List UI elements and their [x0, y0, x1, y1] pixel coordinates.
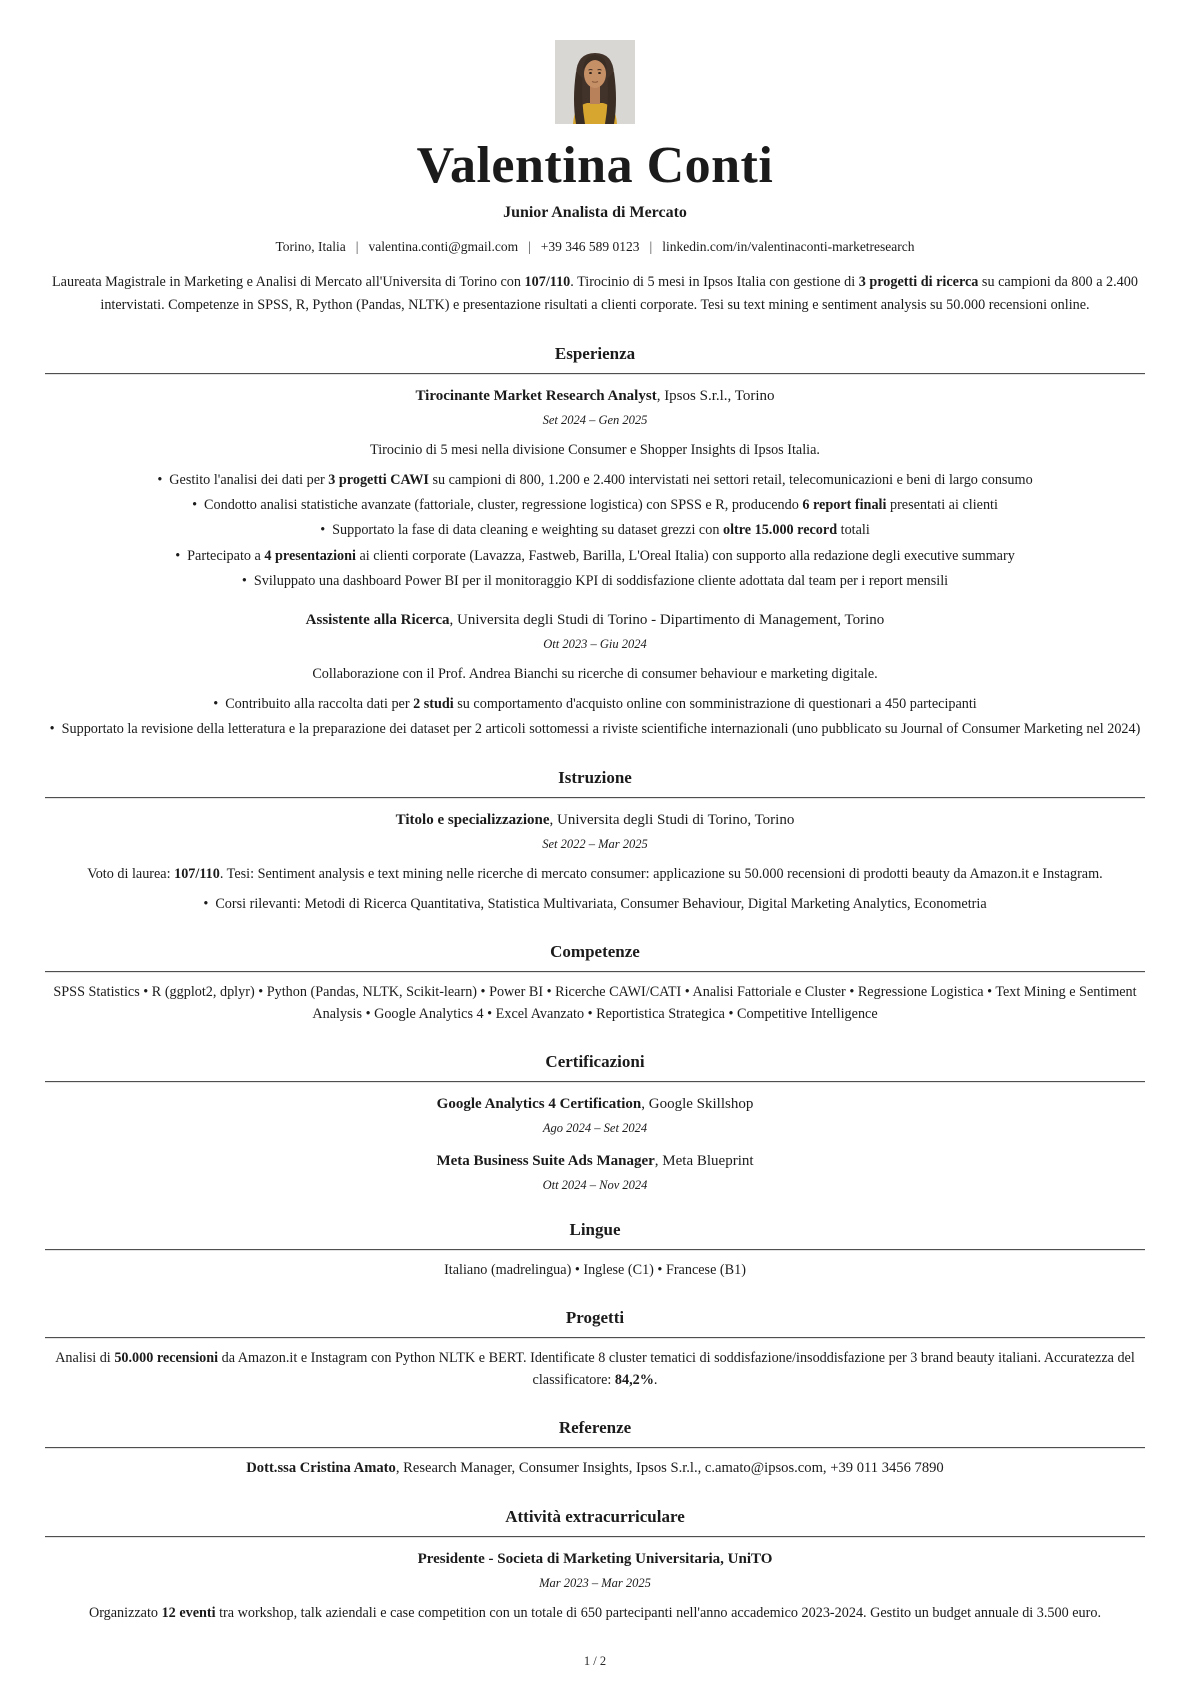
- section-divider: [45, 1447, 1145, 1449]
- candidate-name: Valentina Conti: [416, 137, 774, 194]
- extracurricular-period: Mar 2023 – Mar 2025: [539, 1575, 651, 1590]
- job-bullet: [48, 495, 1143, 516]
- certification-entry-meta: [45, 1153, 1145, 1193]
- job-bullet: [48, 520, 1143, 541]
- job-entry-ipsos: [45, 388, 1145, 592]
- certification-period: Ott 2024 – Nov 2024: [542, 1178, 648, 1192]
- certification-title-line: Meta Business Suite Ads Manager, Meta Blueprint: [436, 1153, 754, 1169]
- job-bullet: [48, 546, 1143, 567]
- job-bullet: [48, 719, 1143, 740]
- contact-location: Torino, Italia: [275, 239, 346, 255]
- section-competenze: [45, 942, 1145, 1025]
- section-divider: [45, 1081, 1145, 1083]
- contact-linkedin: linkedin.com/in/valentinaconti-marketresearch: [662, 239, 915, 255]
- section-istruzione: [45, 768, 1145, 915]
- languages-list: Italiano (madrelingua) • Inglese (C1) • Francese (B1): [444, 1262, 746, 1278]
- bullet-marker: •: [320, 522, 326, 539]
- bullet-text: Sviluppato una dashboard Power BI per il monitoraggio KPI di soddisfazione cliente adottata dal team per i report mensili: [253, 572, 949, 589]
- bullet-marker: •: [157, 471, 163, 488]
- extracurricular-title-line: Presidente - Societa di Marketing Universitaria, UniTO: [417, 1550, 773, 1567]
- skills-list: SPSS Statistics • R (ggplot2, dplyr) • Python (Pandas, NLTK, Scikit-learn) • Power BI • Ricerche CAWI/CATI • Analisi Fattoriale e Cluster • Regressione Logistica • Text Mining e Sentiment Analysis • Google Analytics 4 • Excel Avanzato • Reportistica Strategica • Competitive Intelligence: [53, 984, 1137, 1022]
- bullet-text: Supportato la fase di data cleaning e weighting su dataset grezzi con oltre 15.000 record totali: [332, 522, 870, 539]
- extracurricular-entry: [45, 1551, 1145, 1624]
- bullet-text: Contribuito alla raccolta dati per 2 studi su comportamento d'acquisto online con somministrazione di questionari a 450 partecipanti: [225, 696, 977, 713]
- contact-separator: |: [355, 239, 359, 255]
- portrait-illustration: [555, 40, 635, 124]
- bullet-marker: •: [241, 572, 247, 589]
- section-title-lingue: Lingue: [569, 1220, 621, 1239]
- education-title-line: Titolo e specializzazione, Universita degli Studi di Torino, Torino: [395, 811, 795, 828]
- job-period: Ott 2023 – Giu 2024: [543, 637, 647, 652]
- certification-entry-ga4: [45, 1096, 1145, 1136]
- job-title-line: Assistente alla Ricerca, Universita degli Studi di Torino - Dipartimento di Management, Torino: [305, 612, 885, 629]
- section-divider: [45, 1536, 1145, 1538]
- section-divider: [45, 1337, 1145, 1339]
- job-entry-unito: [45, 612, 1145, 741]
- profile-photo: [555, 40, 635, 124]
- section-referenze: [45, 1418, 1145, 1480]
- job-bullet: [48, 571, 1143, 592]
- contact-separator: |: [649, 239, 653, 255]
- section-divider: [45, 797, 1145, 799]
- section-certificazioni: [45, 1052, 1145, 1193]
- job-description: Collaborazione con il Prof. Andrea Bianchi su ricerche di consumer behaviour e marketing digitale.: [312, 666, 878, 683]
- section-title-competenze: Competenze: [550, 942, 640, 961]
- education-bullet: [48, 894, 1143, 915]
- contact-email: valentina.conti@gmail.com: [368, 239, 519, 255]
- section-divider: [45, 1249, 1145, 1251]
- certification-period: Ago 2024 – Set 2024: [542, 1121, 648, 1135]
- section-title-progetti: Progetti: [565, 1308, 625, 1327]
- section-attivita-extracurriculare: [45, 1507, 1145, 1624]
- certification-title-line: Google Analytics 4 Certification, Google Skillshop: [436, 1096, 754, 1112]
- job-bullet: [48, 694, 1143, 715]
- contact-phone: +39 346 589 0123: [540, 239, 640, 255]
- resume-header: [45, 40, 1145, 317]
- job-period: Set 2024 – Gen 2025: [542, 412, 648, 427]
- bullet-text: Partecipato a 4 presentazioni ai clienti corporate (Lavazza, Fastweb, Barilla, L'Oreal Italia) con supporto alla redazione degli executive summary: [187, 547, 1015, 564]
- bullet-marker: •: [213, 696, 219, 713]
- section-title-referenze: Referenze: [558, 1418, 632, 1437]
- section-title-certificazioni: Certificazioni: [545, 1052, 645, 1071]
- bullet-text: Corsi rilevanti: Metodi di Ricerca Quantitativa, Statistica Multivariata, Consumer Behaviour, Digital Marketing Analytics, Econometria: [215, 895, 987, 912]
- bullet-marker: •: [192, 496, 198, 513]
- education-entry: [45, 812, 1145, 915]
- section-progetti: [45, 1308, 1145, 1391]
- bullet-marker: •: [175, 547, 181, 564]
- section-lingue: [45, 1220, 1145, 1281]
- job-bullet-list: [45, 694, 1145, 741]
- education-period: Set 2022 – Mar 2025: [542, 836, 648, 851]
- job-description: Tirocinio di 5 mesi nella divisione Consumer e Shopper Insights di Ipsos Italia.: [370, 441, 820, 458]
- reference-line: Dott.ssa Cristina Amato, Research Manager, Consumer Insights, Ipsos S.r.l., c.amato@ipsos.com, +39 011 3456 7890: [246, 1460, 944, 1476]
- extracurricular-description: Organizzato 12 eventi tra workshop, talk aziendali e case competition con un totale di 650 partecipanti nell'anno accademico 2023-2024. Gestito un budget annuale di 3.500 euro.: [88, 1604, 1102, 1621]
- job-bullet: [48, 470, 1143, 491]
- contact-line: [45, 239, 1145, 255]
- contact-separator: |: [528, 239, 531, 255]
- page-number: 1 / 2: [583, 1654, 607, 1668]
- candidate-job-title: Junior Analista di Mercato: [503, 204, 687, 222]
- bullet-marker: •: [49, 721, 55, 738]
- bullet-marker: •: [203, 895, 209, 912]
- education-bullet-list: [45, 894, 1145, 915]
- project-description: Analisi di 50.000 recensioni da Amazon.it e Instagram con Python NLTK e BERT. Identificate 8 cluster tematici di soddisfazione/insoddisfazione per 3 brand beauty italiani. Accuratezza del classificatore: 84,2%.: [55, 1350, 1135, 1388]
- bullet-text: Gestito l'analisi dei dati per 3 progetti CAWI su campioni di 800, 1.200 e 2.400 intervistati nei settori retail, telecomunicazioni e beni di largo consumo: [169, 471, 1033, 488]
- section-divider: [45, 373, 1145, 375]
- summary-paragraph: Laureata Magistrale in Marketing e Analisi di Mercato all'Universita di Torino con 107/110. Tirocinio di 5 mesi in Ipsos Italia con gestione di 3 progetti di ricerca su campioni da 800 a 2.400 intervistati. Competenze in SPSS, R, Python (Pandas, NLTK) e presentazione risultati a clienti corporate. Tesi su text mining e sentiment analysis su 50.000 recensioni online.: [52, 274, 1138, 313]
- bullet-text: Supportato la revisione della letteratura e la preparazione dei dataset per 2 articoli sottomessi a riviste scientifiche internazionali (uno pubblicato su Journal of Consumer Marketing nel 2024): [61, 721, 1141, 738]
- job-bullet-list: [45, 470, 1145, 592]
- section-esperienza: [45, 344, 1145, 741]
- section-divider: [45, 971, 1145, 973]
- job-title-line: Tirocinante Market Research Analyst, Ipsos S.r.l., Torino: [415, 387, 775, 404]
- section-title-istruzione: Istruzione: [558, 767, 632, 787]
- section-title-esperienza: Esperienza: [554, 343, 636, 363]
- section-title-attivita: Attività extracurriculare: [505, 1506, 685, 1526]
- bullet-text: Condotto analisi statistiche avanzate (fattoriale, cluster, regressione logistica) con SPSS e R, producendo 6 report finali presentati ai clienti: [204, 496, 998, 513]
- education-description: Voto di laurea: 107/110. Tesi: Sentiment analysis e text mining nelle ricerche di mercato consumer: applicazione su 50.000 recensioni di prodotti beauty da Amazon.it e Instagram.: [87, 865, 1103, 882]
